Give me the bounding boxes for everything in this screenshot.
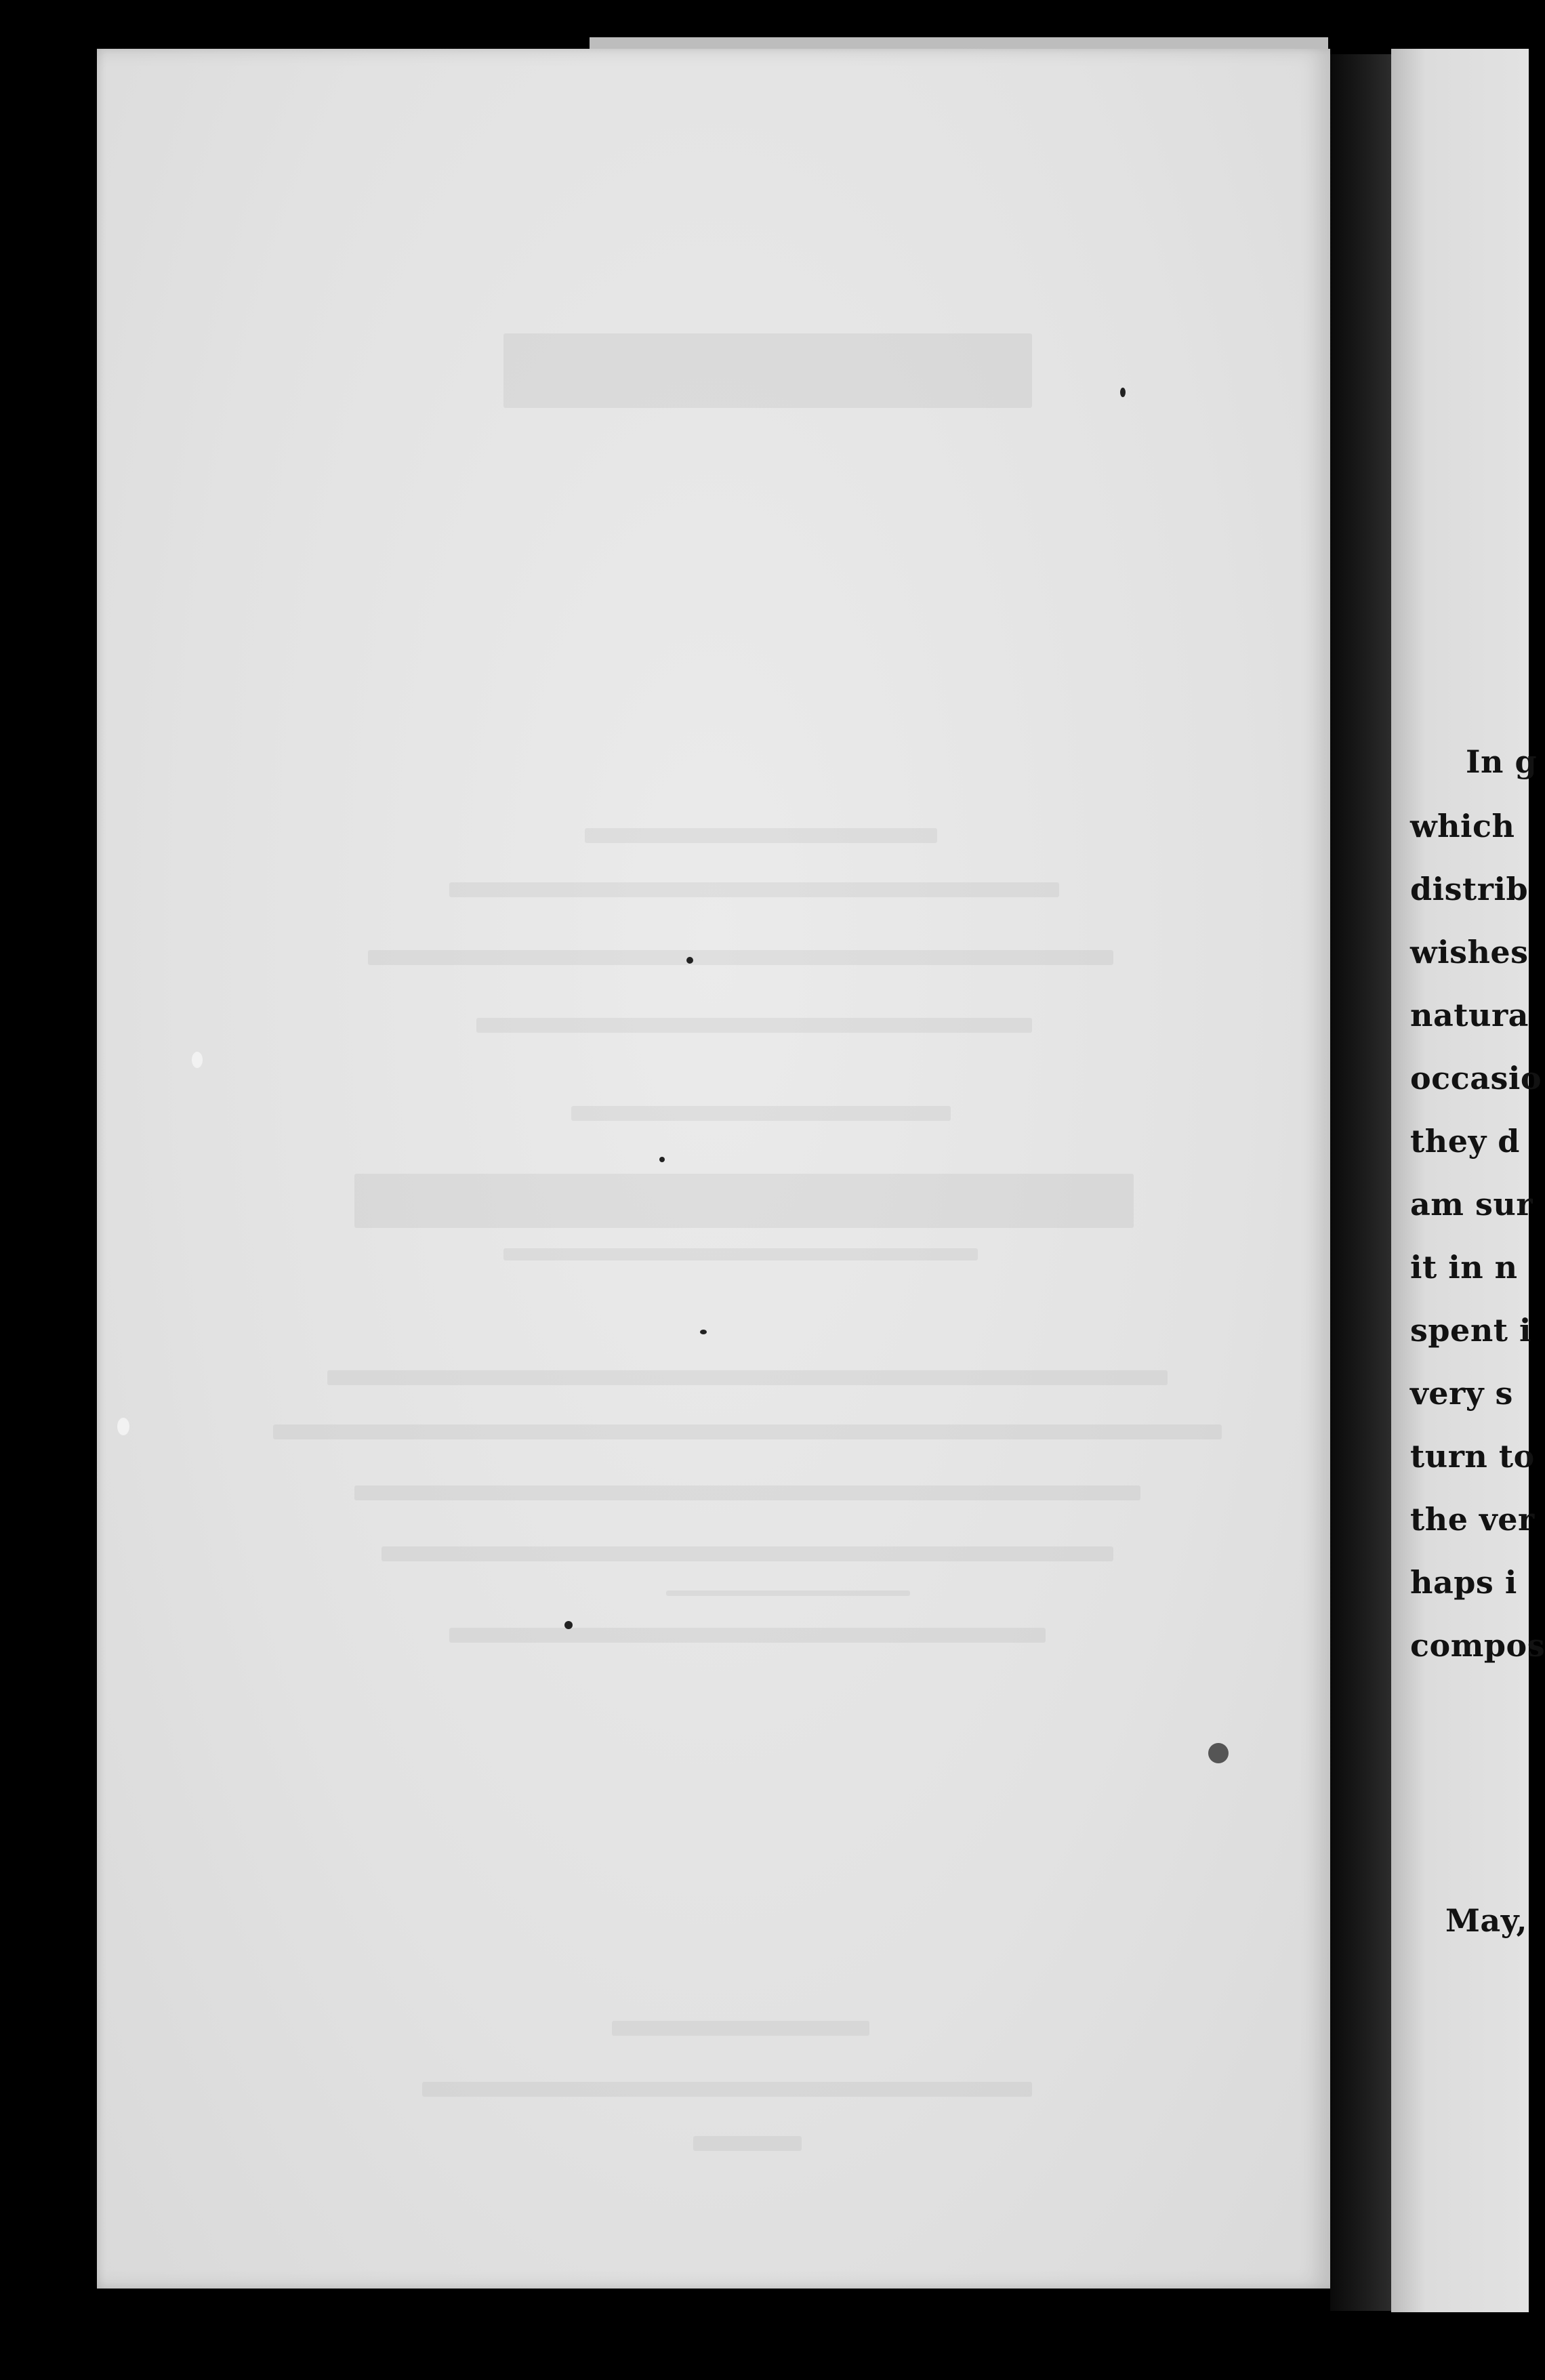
dust-speck [192,1052,203,1068]
dust-speck [1120,388,1126,397]
bleed-through-imprint [422,2082,1032,2097]
bleed-through-line [382,1546,1113,1561]
dust-speck [1208,1743,1229,1763]
bleed-through-imprint [693,2136,802,2151]
bleed-through-author [354,1174,1134,1228]
page-gutter-shadow [1330,54,1391,2311]
dust-speck [686,957,693,964]
bleed-through-line [503,1248,978,1260]
bleed-through-line [571,1106,951,1121]
text-line: turn to [1410,1438,1535,1475]
text-line: distrib [1410,871,1529,907]
text-line: wishes [1410,934,1529,970]
text-line: occasio [1410,1060,1542,1096]
bleed-through-line [327,1370,1168,1385]
dust-speck [659,1157,665,1162]
bleed-through-line [449,1628,1046,1643]
bleed-through-line [585,828,937,843]
bleed-through-title [503,333,1032,408]
text-line: am sur [1410,1186,1533,1223]
bleed-through-line [449,882,1059,897]
dust-speck [117,1418,129,1435]
bleed-through-line [354,1485,1140,1500]
blank-left-page [97,49,1330,2289]
text-line: natura [1410,997,1529,1033]
text-line: compos [1410,1627,1545,1664]
text-line: very s [1410,1375,1513,1412]
text-line: haps i [1410,1564,1517,1601]
text-line: it in n [1410,1249,1518,1286]
text-line: they d [1410,1123,1520,1160]
dust-speck [564,1621,573,1629]
text-right-page [1391,49,1545,2312]
text-line: In g [1466,743,1538,780]
text-line: the ver [1410,1501,1535,1538]
dust-speck [700,1330,707,1334]
text-line: spent i [1410,1312,1532,1349]
bleed-through-rule [666,1591,910,1596]
text-line: which [1410,808,1515,844]
date-signature: May, [1445,1902,1528,1939]
bleed-through-line [368,950,1113,965]
bleed-through-line [273,1424,1222,1439]
bleed-through-imprint [612,2021,869,2036]
bleed-through-line [476,1018,1032,1033]
